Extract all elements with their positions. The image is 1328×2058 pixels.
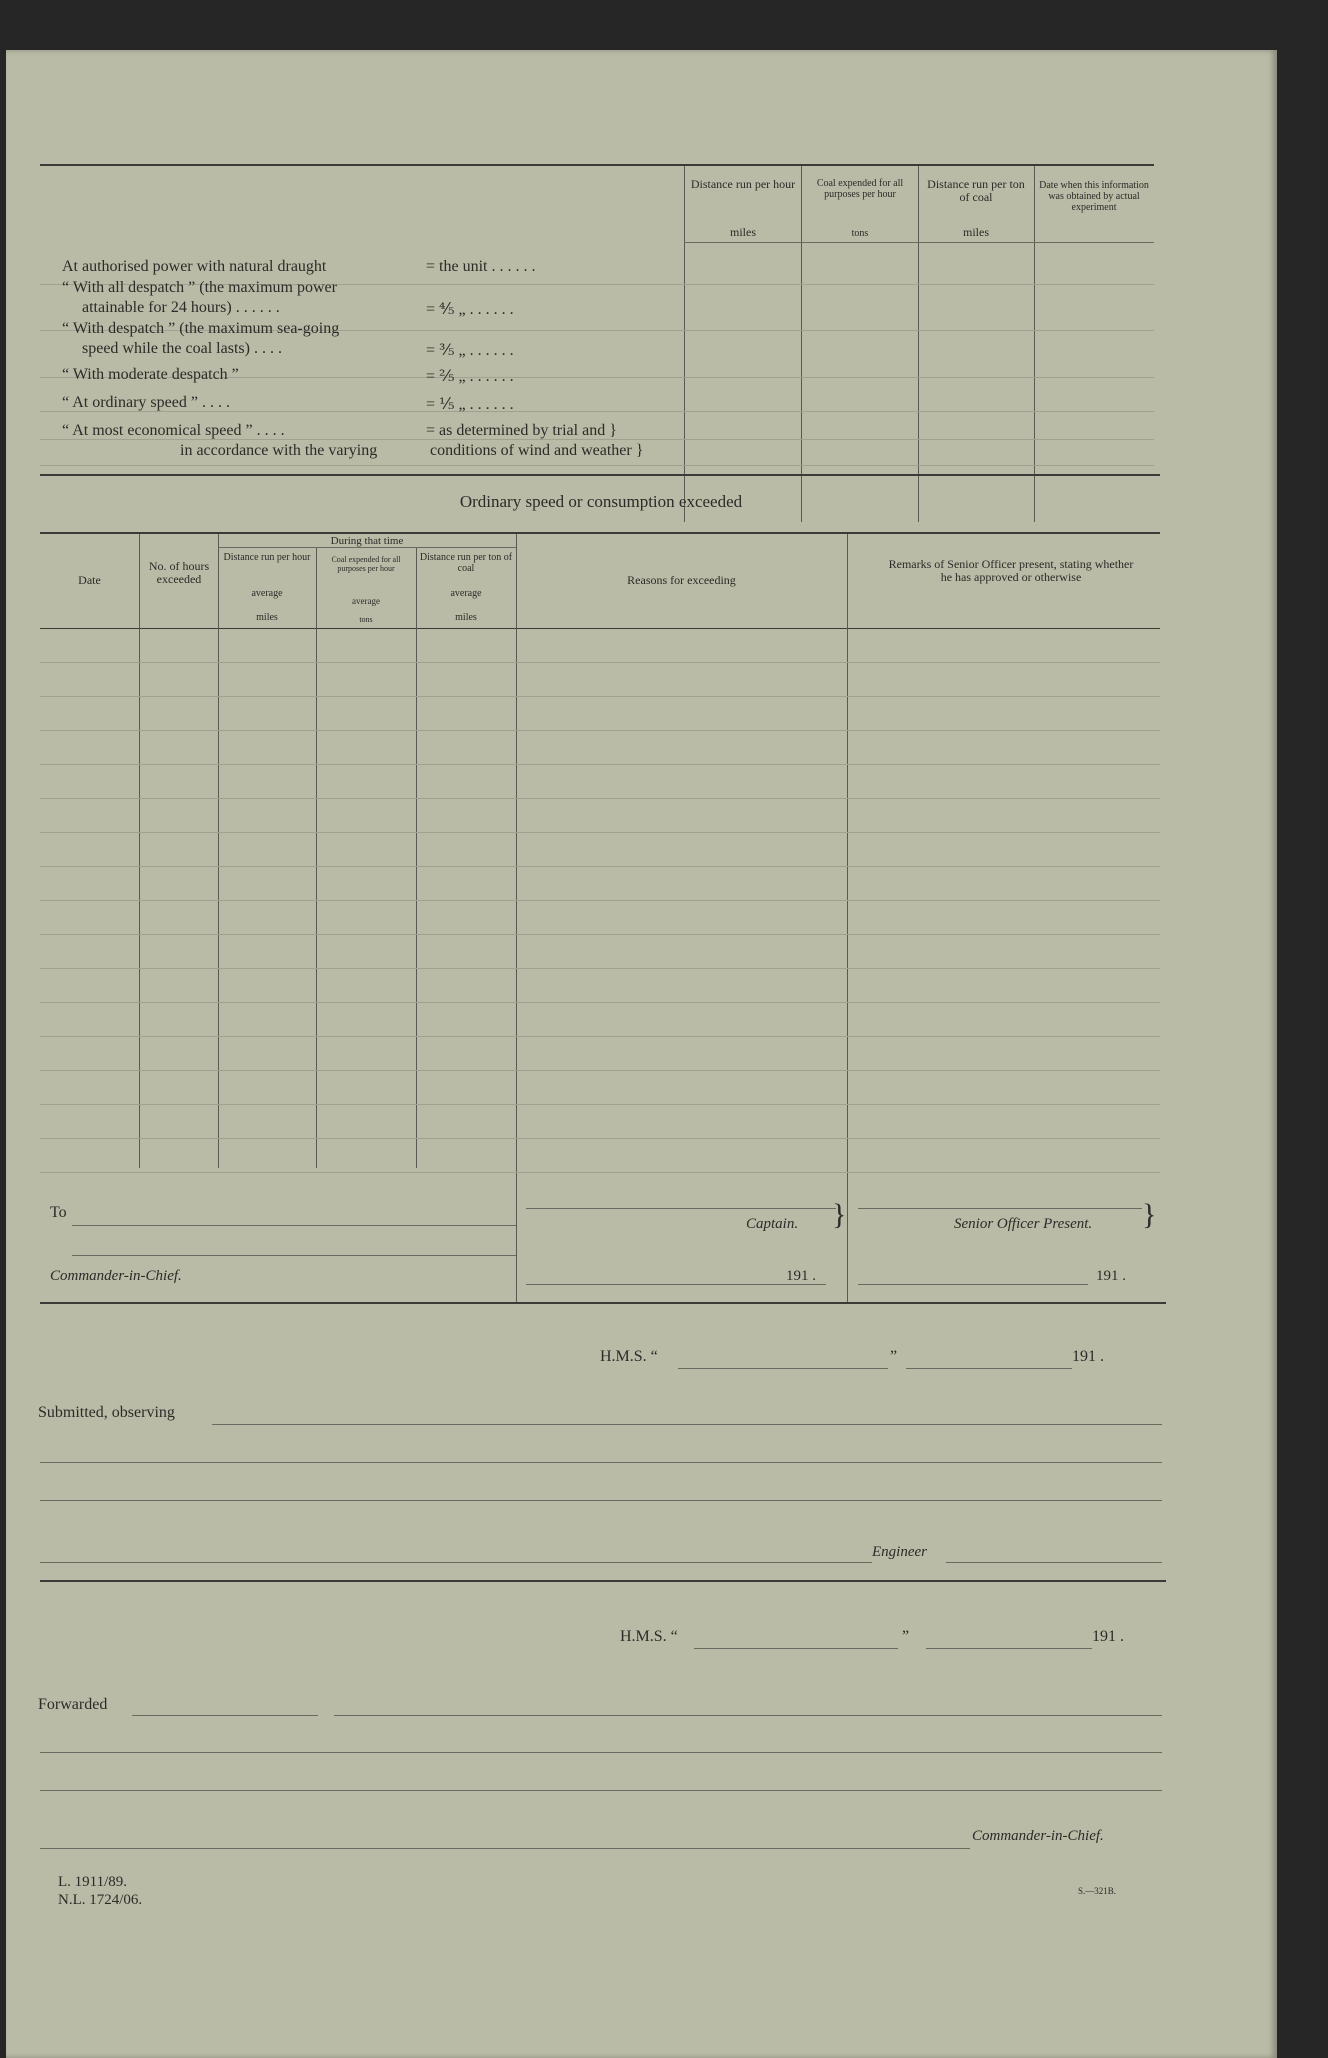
row-all-despatch-2: attainable for 24 hours) . . . . . . [82, 299, 280, 316]
avg-2: average [352, 596, 380, 606]
cinc-label-2: Commander-in-Chief. [972, 1828, 1104, 1844]
col-distance-per-hour: Distance run per hour [690, 177, 796, 191]
to-field[interactable] [72, 1225, 516, 1226]
rel-conditions: conditions of wind and weather } [430, 442, 644, 459]
col-remarks: Remarks of Senior Officer present, stating whether he has approved or otherwise [888, 557, 1134, 584]
engineer-bottom-rule [40, 1580, 1166, 1582]
close-quote-2: ” [902, 1628, 910, 1645]
miles-1: miles [256, 612, 278, 623]
exceeded-top-rule [40, 532, 1160, 534]
row-economical-speed-2: in accordance with the varying [180, 442, 378, 459]
submitted-field-2[interactable] [40, 1462, 1162, 1463]
miles-3: miles [455, 612, 477, 623]
submitted-field-3[interactable] [40, 1500, 1162, 1501]
form-page [6, 50, 1277, 2058]
avg-3: average [450, 588, 482, 599]
close-quote-1: ” [890, 1348, 898, 1365]
avg-1: average [251, 588, 283, 599]
exceeded-bottom-rule [40, 1302, 1166, 1304]
date-field-2[interactable] [926, 1648, 1092, 1649]
forwarded-label: Forwarded [38, 1696, 108, 1713]
row-economical-speed: “ At most economical speed ” . . . . [62, 422, 285, 439]
senior-officer-year: 191 . [1096, 1268, 1126, 1284]
col-coal-per-hour: Coal expended for all purposes per hour [331, 555, 401, 573]
col-reasons: Reasons for exceeding [627, 573, 736, 587]
hms-label-2: H.M.S. “ [620, 1628, 678, 1645]
year-1: 191 . [1072, 1348, 1104, 1365]
forwarded-field-2[interactable] [40, 1752, 1162, 1753]
row-moderate-despatch: “ With moderate despatch ” [62, 366, 239, 383]
col-distance-per-ton: Distance run per ton of coal [927, 177, 1025, 204]
ref-nl: N.L. 1724/06. [58, 1892, 143, 1908]
hms-label-1: H.M.S. “ [600, 1348, 658, 1365]
col-coal-per-hour: Coal expended for all purposes per hour [816, 178, 904, 200]
speed-table-bottom-rule [40, 474, 1160, 476]
captain-date-field[interactable] [526, 1284, 826, 1285]
rel-determined: = as determined by trial and } [426, 422, 617, 439]
cinc-signature-field[interactable] [40, 1848, 970, 1849]
forwarded-field-a[interactable] [132, 1715, 318, 1716]
submitted-label: Submitted, observing [38, 1404, 175, 1421]
col-dist-per-hour: Distance run per hour [223, 552, 311, 563]
col-hours-exceeded: No. of hours exceeded [148, 559, 210, 586]
submitted-field[interactable] [212, 1424, 1162, 1425]
row-authorised-power: At authorised power with natural draught [62, 258, 327, 275]
unit-tons: tons [851, 228, 869, 239]
engineer-signature-field[interactable] [40, 1562, 872, 1563]
during-that-time: During that time [330, 535, 404, 547]
form-number: S.—321B. [1078, 1886, 1117, 1896]
col-date: Date [78, 573, 101, 587]
forwarded-field-3[interactable] [40, 1790, 1162, 1791]
captain-label: Captain. [746, 1216, 799, 1232]
ship-name-field-1[interactable] [678, 1368, 888, 1369]
row-all-despatch: “ With all despatch ” (the maximum power [62, 279, 337, 296]
ref-l: L. 1911/89. [58, 1874, 128, 1890]
engineer-label: Engineer [872, 1544, 927, 1560]
col-dist-per-ton: Distance run per ton of coal [419, 552, 513, 574]
rel-two-fifths: = ⅖ „ . . . . . . [426, 368, 514, 385]
row-ordinary-speed: “ At ordinary speed ” . . . . [62, 394, 230, 411]
rel-one-fifth: = ⅕ „ . . . . . . [426, 396, 514, 413]
forwarded-field[interactable] [334, 1715, 1162, 1716]
senior-officer-label: Senior Officer Present. [954, 1216, 1093, 1232]
tons-2: tons [359, 615, 373, 624]
row-despatch-2: speed while the coal lasts) . . . . [82, 340, 282, 357]
to-field-2[interactable] [72, 1255, 516, 1256]
date-field-1[interactable] [906, 1368, 1072, 1369]
col-date-experiment: Date when this information was obtained by actual experiment [1039, 180, 1149, 213]
senior-officer-signature-field[interactable] [858, 1208, 1142, 1209]
captain-year: 191 . [786, 1268, 816, 1284]
exceeded-title: Ordinary speed or consumption exceeded [459, 492, 743, 511]
row-despatch: “ With despatch ” (the maximum sea-going [62, 320, 340, 337]
rel-unit: = the unit . . . . . . [426, 258, 536, 275]
rel-three-fifths: = ⅗ „ . . . . . . [426, 342, 514, 359]
unit-miles-2: miles [963, 225, 989, 239]
ship-name-field-2[interactable] [694, 1648, 898, 1649]
captain-signature-field[interactable] [526, 1208, 836, 1209]
senior-officer-date-field[interactable] [858, 1284, 1088, 1285]
rel-four-fifths: = ⅘ „ . . . . . . [426, 301, 514, 318]
top-rule [40, 164, 1154, 166]
senior-officer-brace: } [1142, 1198, 1157, 1231]
year-2: 191 . [1092, 1628, 1124, 1645]
to-label: To [50, 1204, 67, 1221]
captain-brace: } [832, 1198, 847, 1231]
cinc-label: Commander-in-Chief. [50, 1268, 182, 1284]
unit-miles: miles [730, 225, 756, 239]
